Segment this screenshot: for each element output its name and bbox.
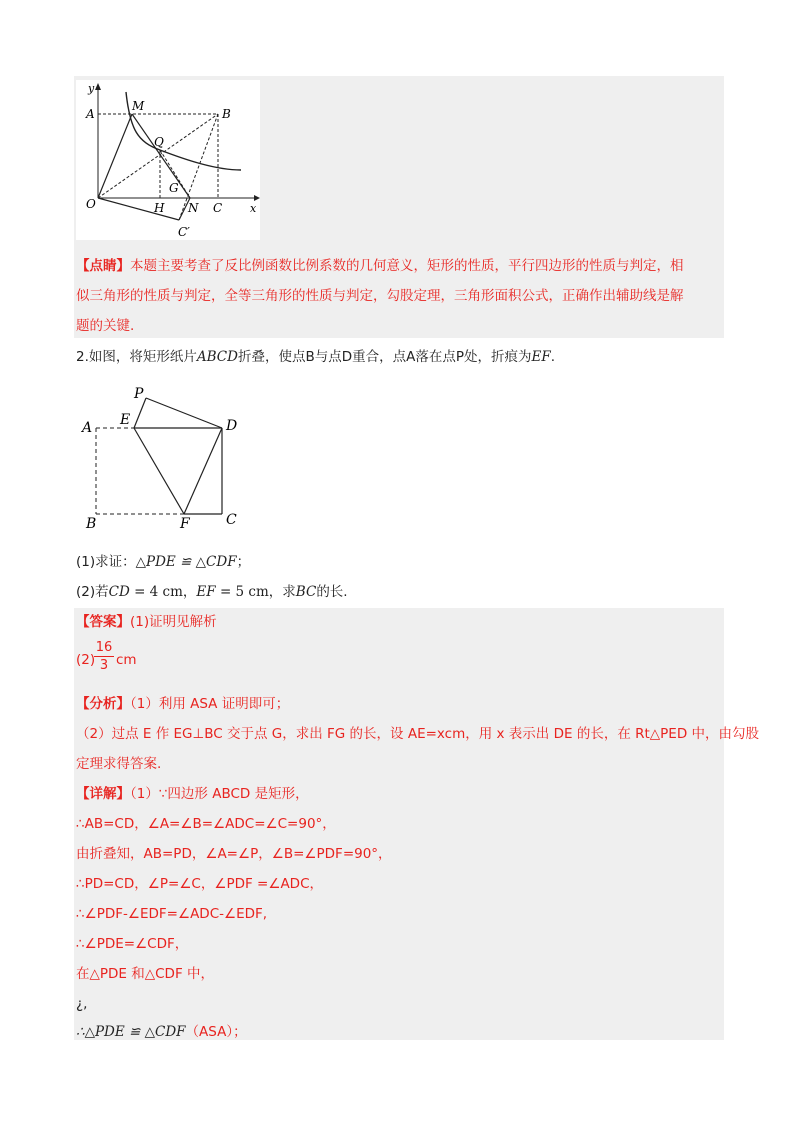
fraction-denominator: 3 (99, 658, 109, 673)
label-M: M (132, 99, 145, 113)
detail-line-2: ∴AB=CD，∠A=∠B=∠ADC=∠C=90°， (76, 816, 336, 832)
dianjing-tag: 【点睛】 (76, 258, 130, 274)
analysis-line-1: 【分析】（1）利用 ASA 证明即可； (76, 696, 290, 712)
detail-line-7: 在△PDE 和△CDF 中， (76, 966, 214, 982)
figure-hyperbola-rectangle (76, 80, 260, 240)
dianjing-line-2: 似三角形的性质与判定，全等三角形的性质与判定，勾股定理，三角形面积公式，正确作出辅助线是解 (76, 288, 684, 304)
label-G: G (169, 181, 179, 195)
fraction-numerator: 16 (95, 640, 113, 655)
label-A: A (86, 107, 95, 121)
analysis-line-3: 定理求得答案. (76, 756, 162, 772)
problem-statement: 2.如图，将矩形纸片ABCD折叠，使点B与点D重合，点A落在点P处，折痕为EF. (76, 349, 556, 365)
answer-line-1: 【答案】(1)证明见解析 (76, 614, 217, 630)
label-C2: C (226, 512, 237, 528)
label-E: E (120, 412, 131, 428)
label-C: C (213, 201, 223, 215)
detail-line-4: ∴PD=CD，∠P=∠C，∠PDF =∠ADC， (76, 876, 324, 892)
label-P: P (134, 386, 144, 402)
label-A2: A (82, 420, 93, 436)
detail-line-8: ¿, (76, 996, 88, 1012)
dianjing-line-3: 题的关键. (76, 318, 135, 334)
fraction (94, 640, 114, 675)
analysis-tag: 【分析】 (76, 696, 130, 712)
label-Q: Q (154, 135, 164, 149)
detail-tag: 【详解】 (76, 786, 130, 802)
label-F: F (180, 516, 190, 530)
label-O: O (86, 197, 96, 211)
label-x: x (250, 202, 257, 215)
label-H: H (154, 201, 165, 215)
label-D: D (226, 418, 238, 434)
detail-line-3: 由折叠知，AB=PD，∠A=∠P，∠B=∠PDF=90°， (76, 846, 392, 862)
label-C-prime: C′ (178, 225, 190, 239)
label-B: B (222, 107, 231, 121)
question-2: (2)若CD = 4 cm，EF = 5 cm，求BC的长. (76, 584, 348, 600)
detail-line-9: ∴△PDE ≌ △CDF（ASA）； (76, 1024, 247, 1040)
answer-tag: 【答案】 (76, 614, 130, 630)
dianjing-line-1: 【点睛】本题主要考查了反比例函数比例系数的几何意义，矩形的性质，平行四边形的性质与判定，相 (76, 258, 684, 274)
detail-line-6: ∴∠PDE=∠CDF， (76, 936, 189, 952)
label-y: y (88, 82, 95, 95)
label-B2: B (86, 516, 97, 530)
figure-folded-rectangle (76, 380, 256, 530)
label-N: N (188, 201, 199, 215)
detail-line-1: 【详解】（1）∵四边形 ABCD 是矩形， (76, 786, 309, 802)
analysis-line-2: （2）过点 E 作 EG⊥BC 交于点 G，求出 FG 的长，设 AE=xcm，用 x 表示出 DE 的长，在 Rt△PED 中，由勾股 (76, 726, 760, 742)
question-1: (1)求证：△PDE ≌ △CDF； (76, 554, 251, 570)
detail-line-5: ∴∠PDF-∠EDF=∠ADC-∠EDF, (76, 906, 268, 922)
